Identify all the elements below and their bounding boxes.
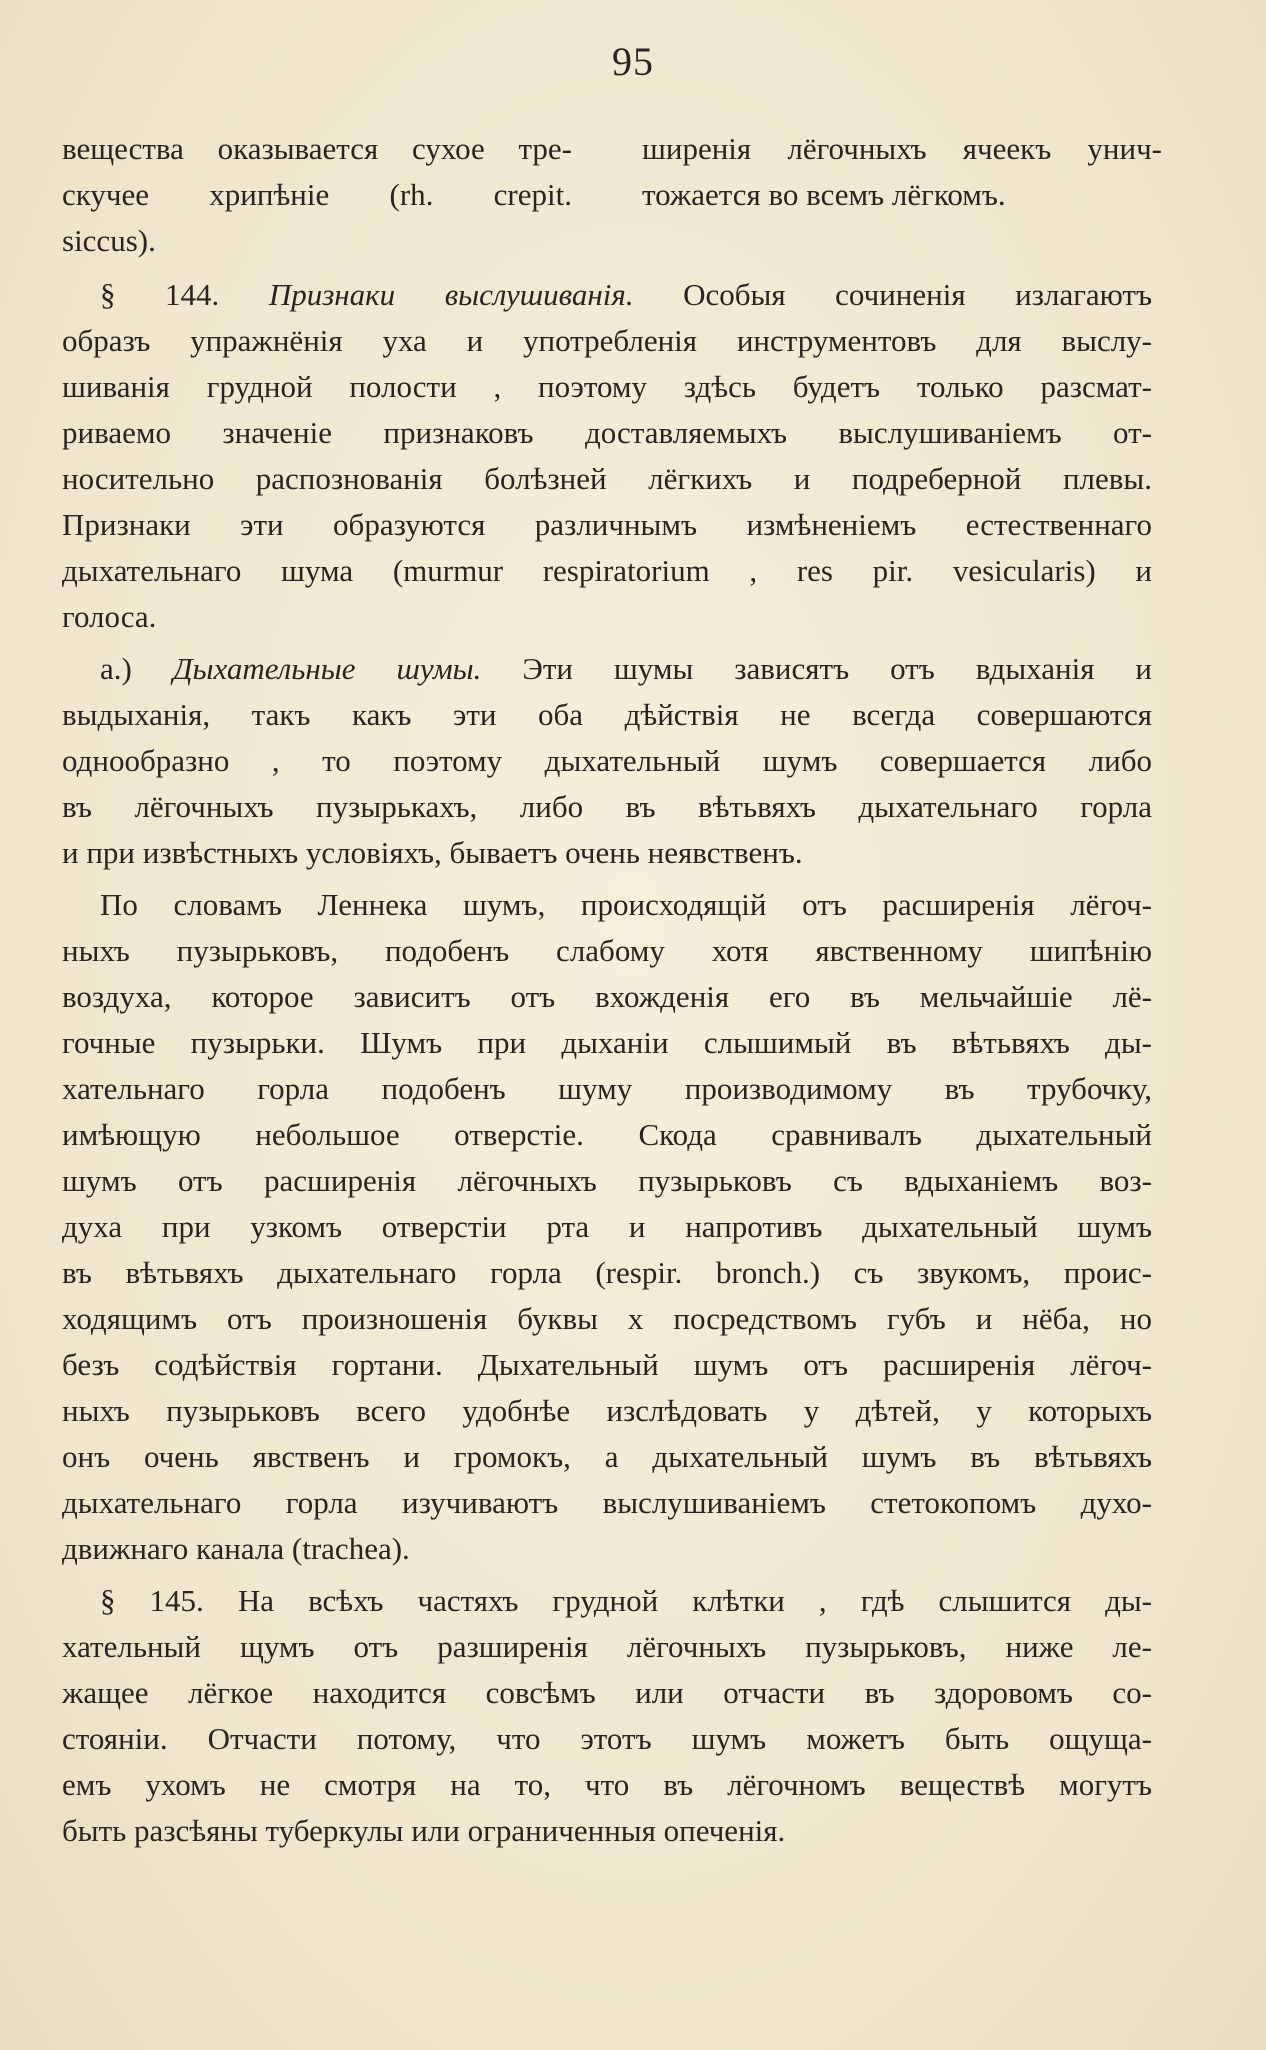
text-line: образъ упражнёнія уха и употребленія инструментовъ для выслу- (62, 323, 1152, 358)
section-145 (62, 1578, 1152, 1854)
text-line: дыхательнаго горла изучиваютъ выслушиваніемъ стетокопомъ духо- (62, 1485, 1152, 1520)
text-line: Эти шумы зависятъ отъ вдыханія и (522, 651, 1152, 686)
text-line: ныхъ пузырьковъ, подобенъ слабому хотя явственному шипѣнію (62, 933, 1152, 968)
subsection-mark: а.) (100, 651, 132, 686)
text-line: риваемо значеніе признаковъ доставляемыхъ выслушиваніемъ от- (62, 415, 1152, 450)
main-text (62, 272, 1152, 1854)
text-line: § 145. На всѣхъ частяхъ грудной клѣтки , гдѣ слышится ды- (100, 1583, 1152, 1618)
text-line: дыхательнаго шума (murmur respiratorium , res pir. vesicularis) и (62, 553, 1152, 588)
text-line: носительно распознованія болѣзней лёгкихъ и подреберной плевы. (62, 461, 1152, 496)
text-line: шиванія грудной полости , поэтому здѣсь будетъ только разсмат- (62, 369, 1152, 404)
section-144 (62, 272, 1152, 640)
section-heading: Признаки выслушиванія. (268, 277, 634, 312)
text-line: однообразно , то поэтому дыхательный шумъ совершается либо (62, 743, 1152, 778)
text-line: въ лёгочныхъ пузырькахъ, либо въ вѣтьвяхъ дыхательнаго горла (62, 789, 1152, 824)
text-line: хательный щумъ отъ разширенія лёгочныхъ пузырьковъ, ниже ле- (62, 1629, 1152, 1664)
page-number: 95 (612, 39, 654, 84)
left-column (62, 126, 572, 264)
section-mark: § 144. (100, 277, 220, 312)
text-line: Признаки эти образуются различнымъ измѣненіемъ естественнаго (62, 507, 1152, 542)
text-line: скучее хрипѣніе (rh. crepit. (62, 177, 572, 212)
text-line: стояніи. Отчасти потому, что этотъ шумъ можетъ быть ощуща- (62, 1721, 1152, 1756)
text-line: ныхъ пузырьковъ всего удобнѣе изслѣдовать у дѣтей, у которыхъ (62, 1393, 1152, 1428)
text-line: въ вѣтьвяхъ дыхательнаго горла (respir. bronch.) съ звукомъ, проис- (62, 1255, 1152, 1290)
paragraph-lennek (62, 882, 1152, 1572)
text-line: движнаго канала (trachea). (62, 1531, 410, 1566)
text-line: выдыханія, такъ какъ эти оба дѣйствія не всегда совершаются (62, 697, 1152, 732)
text-line: онъ очень явственъ и громокъ, а дыхательный шумъ въ вѣтьвяхъ (62, 1439, 1152, 1474)
subsection-heading: Дыхательные шумы. (172, 651, 482, 686)
right-column (642, 126, 1162, 218)
text-line: имѣющую небольшое отверстіе. Скода сравнивалъ дыхательный (62, 1117, 1152, 1152)
text-line: шумъ отъ расширенія лёгочныхъ пузырьковъ съ вдыханіемъ воз- (62, 1163, 1152, 1198)
text-line: siccus). (62, 223, 156, 258)
subsection-a (62, 646, 1152, 876)
top-two-column-block (62, 126, 1162, 262)
text-line: Особыя сочиненія излагаютъ (683, 277, 1152, 312)
text-line: жащее лёгкое находится совсѣмъ или отчасти въ здоровомъ со- (62, 1675, 1152, 1710)
subsection-a-first-line (62, 646, 1152, 692)
text-line: быть разсѣяны туберкулы или ограниченныя опеченія. (62, 1813, 786, 1848)
section-144-first-line (62, 272, 1152, 318)
text-line: вещества оказывается сухое тре- (62, 131, 572, 166)
text-line: духа при узкомъ отверстіи рта и напротивъ дыхательный шумъ (62, 1209, 1152, 1244)
text-line: хательнаго горла подобенъ шуму производимому въ трубочку, (62, 1071, 1152, 1106)
text-line: голоса. (62, 599, 157, 634)
text-line: гочные пузырьки. Шумъ при дыханіи слышимый въ вѣтьвяхъ ды- (62, 1025, 1152, 1060)
text-line: По словамъ Леннека шумъ, происходящій отъ расширенія лёгоч- (100, 887, 1152, 922)
text-line: ширенія лёгочныхъ ячеекъ унич- (642, 131, 1162, 166)
text-line: ходящимъ отъ произношенія буквы х посредствомъ губъ и нёба, но (62, 1301, 1152, 1336)
text-line: воздуха, которое зависитъ отъ вхожденія его въ мельчайшіе лё- (62, 979, 1152, 1014)
text-line: тожается во всемъ лёгкомъ. (642, 177, 1006, 212)
text-line: емъ ухомъ не смотря на то, что въ лёгочномъ веществѣ могутъ (62, 1767, 1152, 1802)
text-line: безъ содѣйствія гортани. Дыхательный шумъ отъ расширенія лёгоч- (62, 1347, 1152, 1382)
text-line: и при извѣстныхъ условіяхъ, бываетъ очень неявственъ. (62, 835, 803, 870)
